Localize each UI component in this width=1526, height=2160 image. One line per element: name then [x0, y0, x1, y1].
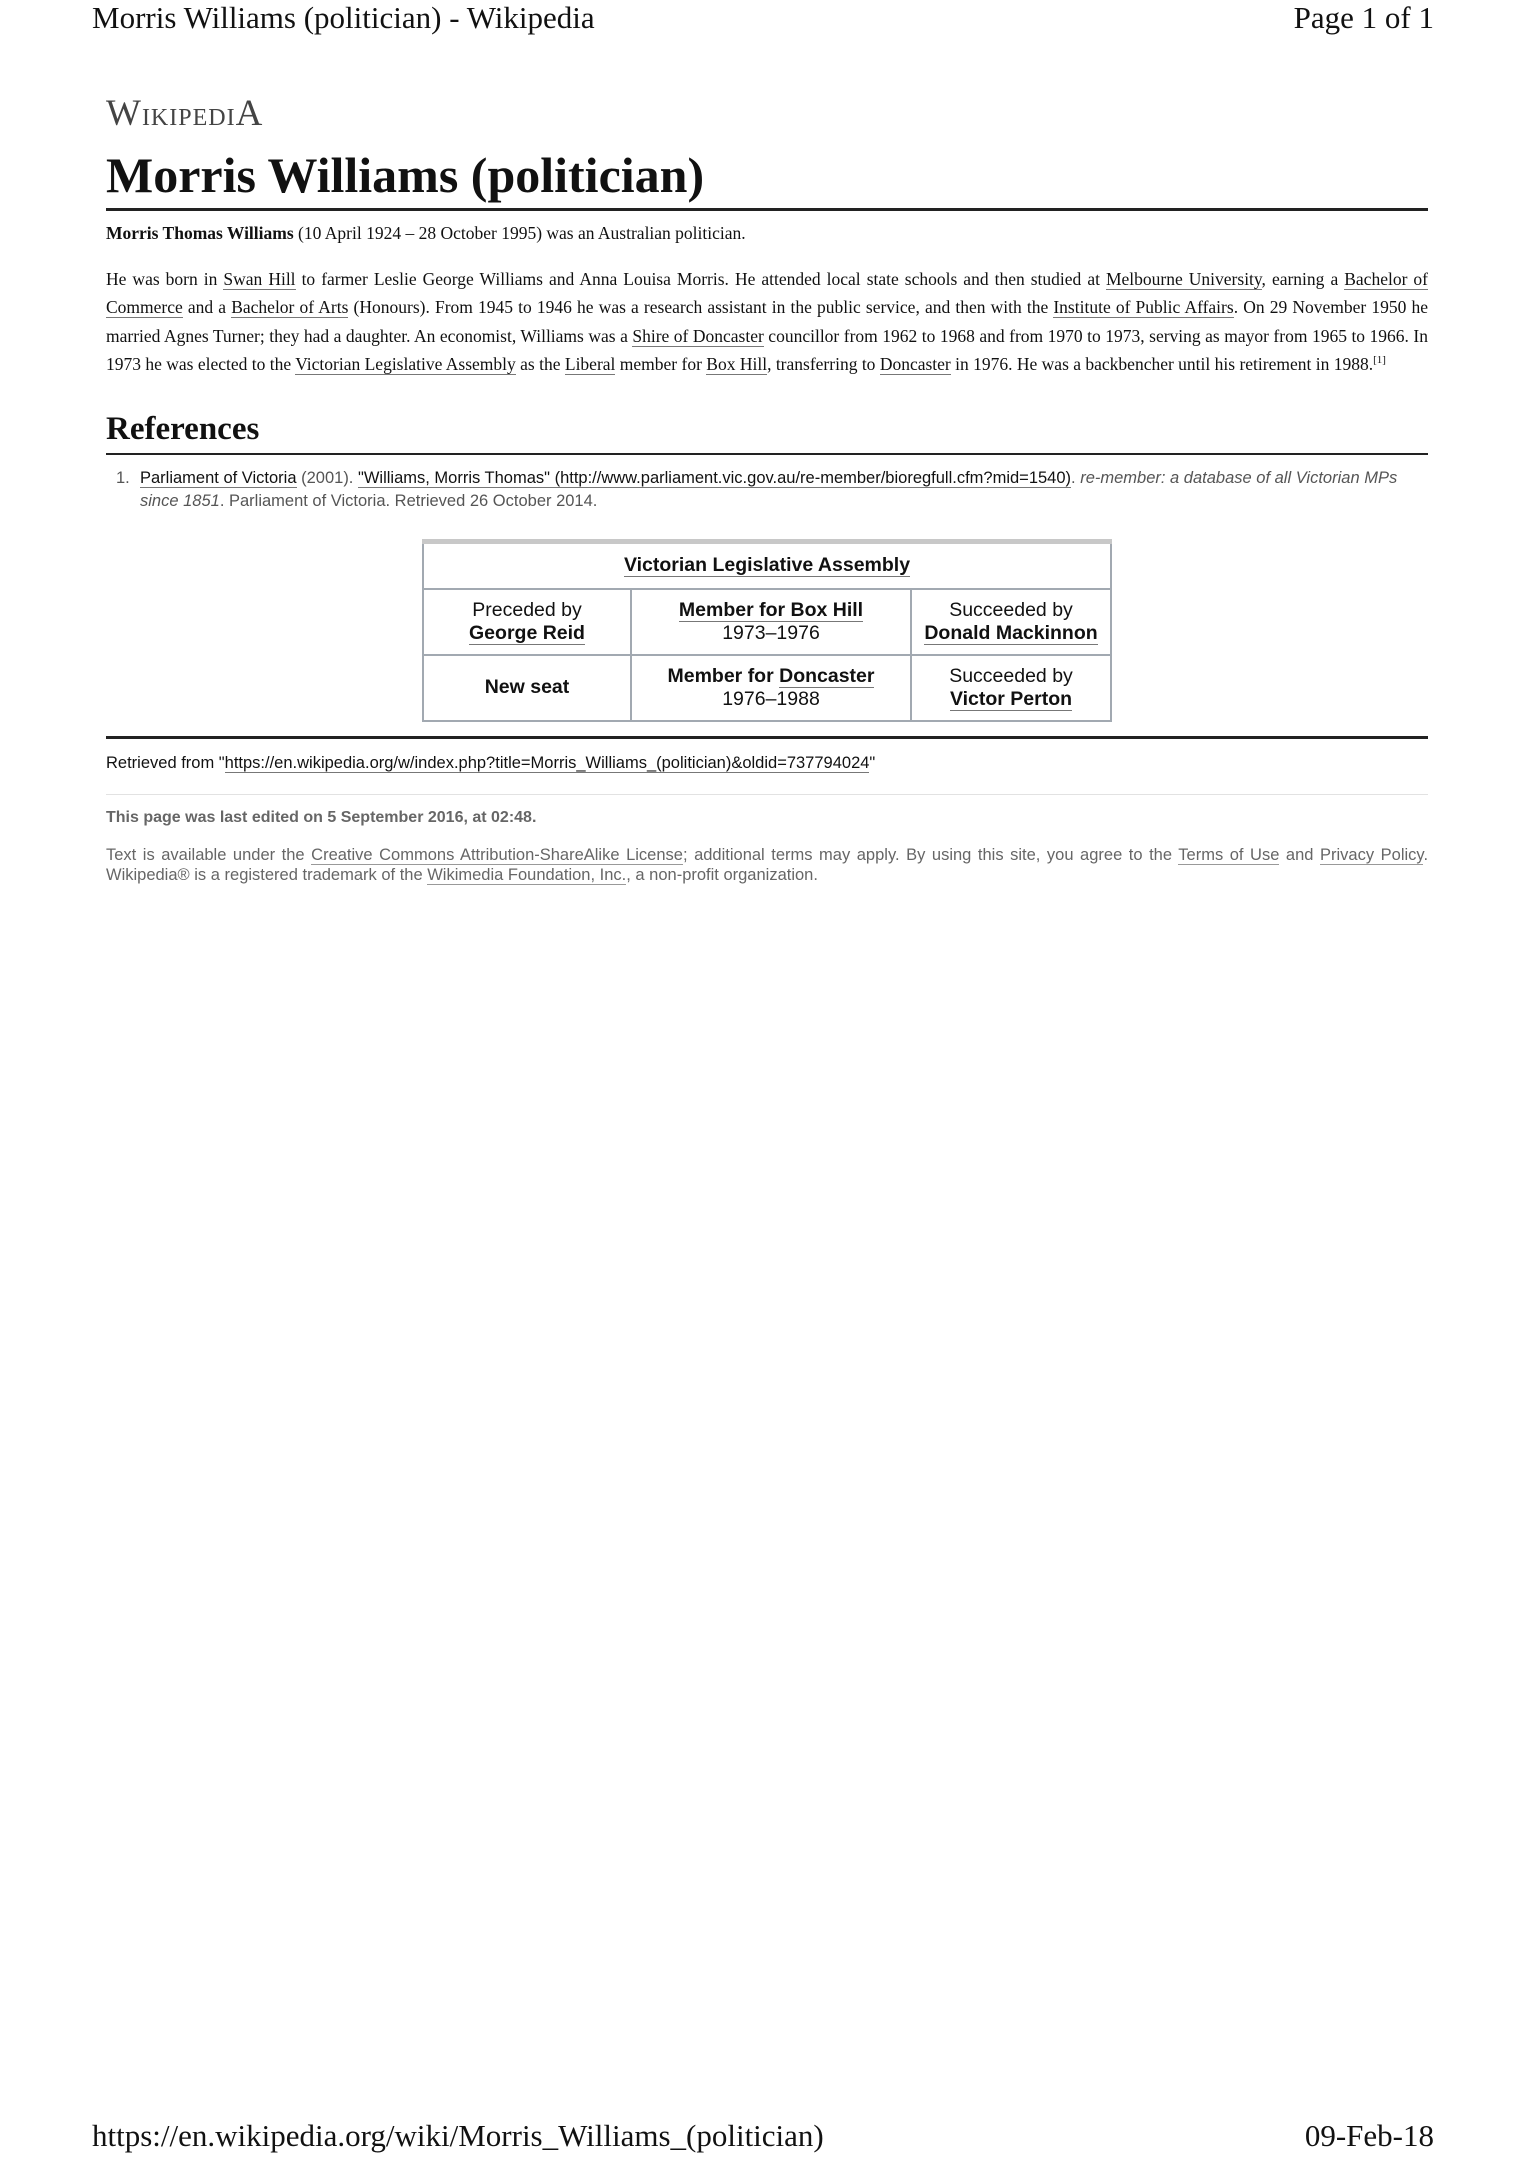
- print-header-page: Page 1 of 1: [1293, 0, 1434, 35]
- successor-link[interactable]: Victor Perton: [949, 687, 1073, 710]
- lead-name: Morris Thomas Williams: [106, 223, 294, 243]
- reference-external-link[interactable]: "Williams, Morris Thomas" (http://www.parliament.vic.gov.au/re-member/bioregfull.cfm?mid=1540): [357, 468, 1072, 487]
- link-bachelor-of-arts[interactable]: Bachelor of Arts: [231, 297, 349, 317]
- license-text-part: ; additional terms may apply. By using this site, you agree to the: [682, 845, 1179, 864]
- article-content: [106, 92, 1428, 886]
- office-link[interactable]: Member for Box Hill: [678, 598, 864, 621]
- para-text: , earning a: [1261, 268, 1345, 289]
- para-text: councillor from 1962 to 1968 and from 1970 to 1973, serving as mayor from 1965 to 1966. In 1973 he was elected to the: [106, 325, 1429, 374]
- wordmark-middle: ikipedi: [141, 96, 236, 133]
- last-edited-info: This page was last edited on 5 September 2016, at 02:48.: [106, 808, 537, 826]
- office-prefix: Member for: [667, 664, 780, 687]
- retrieved-from: [106, 736, 1428, 774]
- office-link[interactable]: Doncaster: [779, 664, 875, 687]
- succeeded-by-cell: [911, 589, 1111, 655]
- link-swan-hill[interactable]: Swan Hill: [223, 268, 296, 289]
- reference-item: [106, 467, 1428, 513]
- page-title: Morris Williams (politician): [106, 144, 1428, 211]
- print-header: [92, 0, 1434, 36]
- reference-author-link[interactable]: Parliament of Victoria: [140, 468, 297, 487]
- reference-year: (2001).: [296, 468, 358, 487]
- link-melbourne-university[interactable]: Melbourne University: [1105, 268, 1262, 289]
- citation-link[interactable]: [1]: [1373, 354, 1386, 367]
- terms-of-use-link[interactable]: Terms of Use: [1178, 845, 1280, 864]
- para-text: in 1976. He was a backbencher until his retirement in 1988.: [950, 354, 1374, 374]
- link-institute-of-public-affairs[interactable]: Institute of Public Affairs: [1053, 297, 1234, 317]
- preceded-by-cell: [423, 589, 631, 655]
- reference-work-title: re-member: a database of all Victorian MPs since 1851: [140, 468, 1398, 510]
- license-text: [106, 845, 1428, 886]
- cc-license-link[interactable]: Creative Commons Attribution-ShareAlike License: [311, 845, 683, 864]
- para-text: to farmer Leslie George Williams and Anna Louisa Morris. He attended local state schools and then studied at: [295, 268, 1106, 289]
- print-footer-date: 09-Feb-18: [1304, 2118, 1434, 2153]
- link-doncaster[interactable]: Doncaster: [879, 354, 951, 374]
- wikipedia-wordmark[interactable]: [106, 92, 1428, 136]
- office-years: 1976–1988: [722, 687, 820, 710]
- para-text: as the: [515, 354, 565, 374]
- link-victorian-legislative-assembly[interactable]: Victorian Legislative Assembly: [295, 354, 516, 374]
- link-bachelor-of-commerce[interactable]: Bachelor of Commerce: [106, 268, 1428, 317]
- retrieved-prefix: Retrieved from ": [106, 753, 225, 772]
- privacy-policy-link[interactable]: Privacy Policy: [1320, 845, 1424, 864]
- preceded-by-label: Preceded by: [472, 598, 582, 621]
- page-footer: [106, 794, 1428, 886]
- wordmark-last-letter: A: [235, 93, 264, 134]
- lead-text: (10 April 1924 – 28 October 1995) was an Australian politician.: [293, 223, 746, 243]
- para-text: He was born in: [106, 268, 224, 289]
- link-box-hill[interactable]: Box Hill: [706, 354, 768, 374]
- biography-paragraph: [106, 265, 1428, 379]
- print-footer: [92, 2118, 1434, 2154]
- link-liberal[interactable]: Liberal: [564, 354, 616, 374]
- para-text: (Honours). From 1945 to 1946 he was a research assistant in the public service, and then with the: [348, 297, 1054, 317]
- reference-number: 1.: [116, 468, 130, 487]
- office-years: 1973–1976: [722, 621, 820, 644]
- succession-box: [422, 539, 1112, 722]
- succession-row: [423, 589, 1111, 655]
- new-seat-cell: New seat: [423, 655, 631, 721]
- license-text-part: Text is available under the: [106, 845, 312, 864]
- succession-row: [423, 655, 1111, 721]
- para-text: and a: [182, 297, 232, 317]
- retrieved-suffix: ": [869, 753, 876, 772]
- office-cell: [631, 655, 911, 721]
- wikimedia-foundation-link[interactable]: Wikimedia Foundation, Inc.: [427, 866, 627, 884]
- office-cell: [631, 589, 911, 655]
- reference-tail: . Parliament of Victoria. Retrieved 26 October 2014.: [219, 491, 598, 510]
- succeeded-by-label: Succeeded by: [949, 598, 1073, 621]
- succession-header: [423, 541, 1111, 589]
- para-text: member for: [615, 354, 707, 374]
- reference-separator: .: [1071, 468, 1081, 487]
- print-header-title: Morris Williams (politician) - Wikipedia: [92, 0, 595, 35]
- wordmark-first-letter: W: [106, 93, 142, 134]
- link-shire-of-doncaster[interactable]: Shire of Doncaster: [632, 325, 764, 346]
- succession-header-link[interactable]: Victorian Legislative Assembly: [623, 554, 911, 576]
- license-text-part: and: [1279, 845, 1321, 864]
- license-text-part: , a non-profit organization.: [626, 866, 818, 884]
- lead-paragraph: [106, 219, 1428, 248]
- references-heading: References: [106, 407, 1428, 455]
- license-text-part: . Wikipedia® is a registered trademark of the: [106, 845, 1429, 884]
- succeeded-by-cell: [911, 655, 1111, 721]
- permanent-link[interactable]: https://en.wikipedia.org/w/index.php?title=Morris_Williams_(politician)&oldid=737794024: [224, 753, 870, 772]
- para-text: , transferring to: [767, 354, 880, 374]
- para-text: . On 29 November 1950 he married Agnes Turner; they had a daughter. An economist, Williams was a: [106, 297, 1428, 346]
- successor-link[interactable]: Donald Mackinnon: [924, 621, 1098, 644]
- predecessor-link[interactable]: George Reid: [469, 621, 585, 644]
- succeeded-by-label: Succeeded by: [949, 664, 1073, 687]
- print-footer-url: https://en.wikipedia.org/wiki/Morris_Williams_(politician): [92, 2118, 824, 2153]
